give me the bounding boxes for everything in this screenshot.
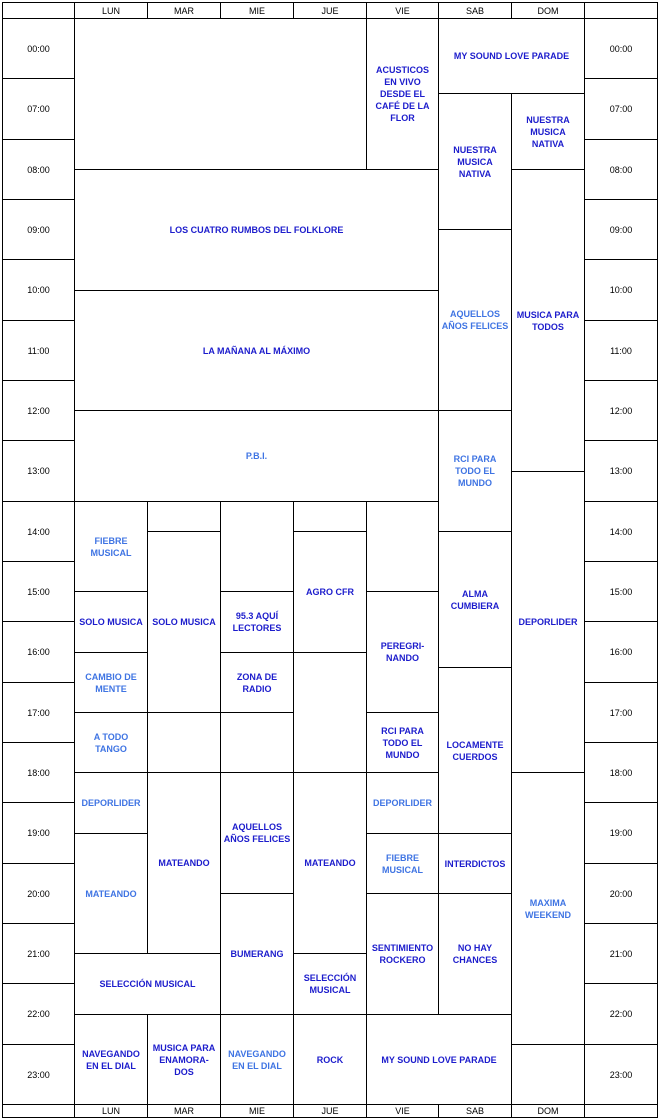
program-pbi: P.B.I. — [74, 410, 439, 502]
program-solo-musica-mar: SOLO MUSICA — [147, 531, 221, 713]
day-header-top-sab: SAB — [438, 2, 512, 19]
day-header-top-dom: DOM — [511, 2, 585, 19]
program-manana-maximo: LA MAÑANA AL MÁXIMO — [74, 290, 439, 411]
program-musica-para-todos: MUSICA PARA TODOS — [511, 169, 585, 472]
time-label-right: 13:00 — [584, 440, 658, 502]
program-todo-tango: A TODO TANGO — [74, 712, 148, 773]
day-header-top-mie: MIE — [220, 2, 294, 19]
program-nuestra-musica-sab: NUESTRA MUSICA NATIVA — [438, 93, 512, 230]
program-navegando-lun: NAVEGANDO EN EL DIAL — [74, 1014, 148, 1105]
program-maxima-weekend: MAXIMA WEEKEND — [511, 772, 585, 1045]
time-label-right: 20:00 — [584, 863, 658, 924]
program-bumerang: BUMERANG — [220, 893, 294, 1015]
day-header-bottom-vie: VIE — [366, 1104, 439, 1118]
program-cuatro-rumbos: LOS CUATRO RUMBOS DEL FOLKLORE — [74, 169, 439, 291]
empty-slot — [74, 18, 367, 170]
program-mateando-lun: MATEANDO — [74, 833, 148, 954]
time-label-left: 16:00 — [2, 621, 75, 683]
program-fiebre-vie: FIEBRE MUSICAL — [366, 833, 439, 894]
time-label-left: 08:00 — [2, 139, 75, 200]
program-rock: ROCK — [293, 1014, 367, 1105]
program-rci-vie: RCI PARA TODO EL MUNDO — [366, 712, 439, 773]
time-label-right: 07:00 — [584, 78, 658, 140]
time-label-left: 14:00 — [2, 501, 75, 562]
footer-corner-right — [584, 1104, 658, 1118]
day-header-top-jue: JUE — [293, 2, 367, 19]
program-mateando-mar: MATEANDO — [147, 772, 221, 954]
time-label-right: 17:00 — [584, 682, 658, 743]
time-label-right: 09:00 — [584, 199, 658, 260]
header-corner-left — [2, 2, 75, 19]
program-zona-radio: ZONA DE RADIO — [220, 652, 294, 713]
time-label-left: 18:00 — [2, 742, 75, 803]
program-alma-cumbiera: ALMA CUMBIERA — [438, 531, 512, 668]
time-label-left: 15:00 — [2, 561, 75, 622]
footer-corner-left — [2, 1104, 75, 1118]
time-label-left: 23:00 — [2, 1044, 75, 1105]
program-acusticos: ACUSTICOS EN VIVO DESDE EL CAFÉ DE LA FLOR — [366, 18, 439, 170]
day-header-bottom-sab: SAB — [438, 1104, 512, 1118]
day-header-top-vie: VIE — [366, 2, 439, 19]
time-label-right: 14:00 — [584, 501, 658, 562]
day-header-bottom-mie: MIE — [220, 1104, 294, 1118]
time-label-left: 22:00 — [2, 983, 75, 1045]
program-rci-sab: RCI PARA TODO EL MUNDO — [438, 410, 512, 532]
time-label-left: 00:00 — [2, 18, 75, 79]
time-label-left: 17:00 — [2, 682, 75, 743]
time-label-right: 21:00 — [584, 923, 658, 984]
program-navegando-mie: NAVEGANDO EN EL DIAL — [220, 1014, 294, 1105]
time-label-left: 12:00 — [2, 380, 75, 441]
program-solo-musica-lun: SOLO MUSICA — [74, 591, 148, 653]
program-seleccion-lun: SELECCIÓN MUSICAL — [74, 953, 221, 1015]
time-label-right: 15:00 — [584, 561, 658, 622]
program-deporlider-dom: DEPORLIDER — [511, 471, 585, 773]
time-label-left: 07:00 — [2, 78, 75, 140]
empty-slot — [293, 652, 367, 773]
time-label-right: 18:00 — [584, 742, 658, 803]
time-label-right: 23:00 — [584, 1044, 658, 1105]
program-interdictos: INTERDICTOS — [438, 833, 512, 894]
day-header-top-mar: MAR — [147, 2, 221, 19]
day-header-bottom-jue: JUE — [293, 1104, 367, 1118]
program-locamente: LOCAMENTE CUERDOS — [438, 667, 512, 834]
time-label-right: 22:00 — [584, 983, 658, 1045]
time-label-right: 16:00 — [584, 621, 658, 683]
program-my-sound-vie-sab: MY SOUND LOVE PARADE — [366, 1014, 512, 1105]
program-my-sound-sat-sun: MY SOUND LOVE PARADE — [438, 18, 585, 94]
program-no-hay-chances: NO HAY CHANCES — [438, 893, 512, 1015]
program-fiebre-lun: FIEBRE MUSICAL — [74, 501, 148, 592]
time-label-right: 08:00 — [584, 139, 658, 200]
time-label-right: 00:00 — [584, 18, 658, 79]
empty-slot — [147, 501, 221, 532]
time-label-left: 13:00 — [2, 440, 75, 502]
program-aquellos-mie: AQUELLOS AÑOS FELICES — [220, 772, 294, 894]
program-agro-cfr: AGRO CFR — [293, 531, 367, 653]
empty-slot — [366, 501, 439, 592]
program-peregrinando: PEREGRI- NANDO — [366, 591, 439, 713]
program-lectores: 95.3 AQUÍ LECTORES — [220, 591, 294, 653]
day-header-bottom-lun: LUN — [74, 1104, 148, 1118]
program-deporlider-vie: DEPORLIDER — [366, 772, 439, 834]
header-corner-right — [584, 2, 658, 19]
program-aquellos-sab: AQUELLOS AÑOS FELICES — [438, 229, 512, 411]
time-label-right: 12:00 — [584, 380, 658, 441]
program-mateando-jue: MATEANDO — [293, 772, 367, 954]
program-sentimiento: SENTIMIENTO ROCKERO — [366, 893, 439, 1015]
program-cambio-mente: CAMBIO DE MENTE — [74, 652, 148, 713]
time-label-left: 20:00 — [2, 863, 75, 924]
day-header-top-lun: LUN — [74, 2, 148, 19]
empty-slot — [220, 501, 294, 592]
program-deporlider-lun: DEPORLIDER — [74, 772, 148, 834]
time-label-left: 10:00 — [2, 259, 75, 321]
time-label-left: 19:00 — [2, 802, 75, 864]
time-label-right: 10:00 — [584, 259, 658, 321]
program-musica-enamorados: MUSICA PARA ENAMORA- DOS — [147, 1014, 221, 1105]
empty-slot — [220, 712, 294, 773]
time-label-right: 19:00 — [584, 802, 658, 864]
day-header-bottom-mar: MAR — [147, 1104, 221, 1118]
empty-slot — [293, 501, 367, 532]
time-label-left: 11:00 — [2, 320, 75, 381]
empty-slot — [147, 712, 221, 773]
program-seleccion-jue: SELECCIÓN MUSICAL — [293, 953, 367, 1015]
time-label-left: 21:00 — [2, 923, 75, 984]
program-nuestra-musica-dom: NUESTRA MUSICA NATIVA — [511, 93, 585, 170]
time-label-left: 09:00 — [2, 199, 75, 260]
day-header-bottom-dom: DOM — [511, 1104, 585, 1118]
time-label-right: 11:00 — [584, 320, 658, 381]
